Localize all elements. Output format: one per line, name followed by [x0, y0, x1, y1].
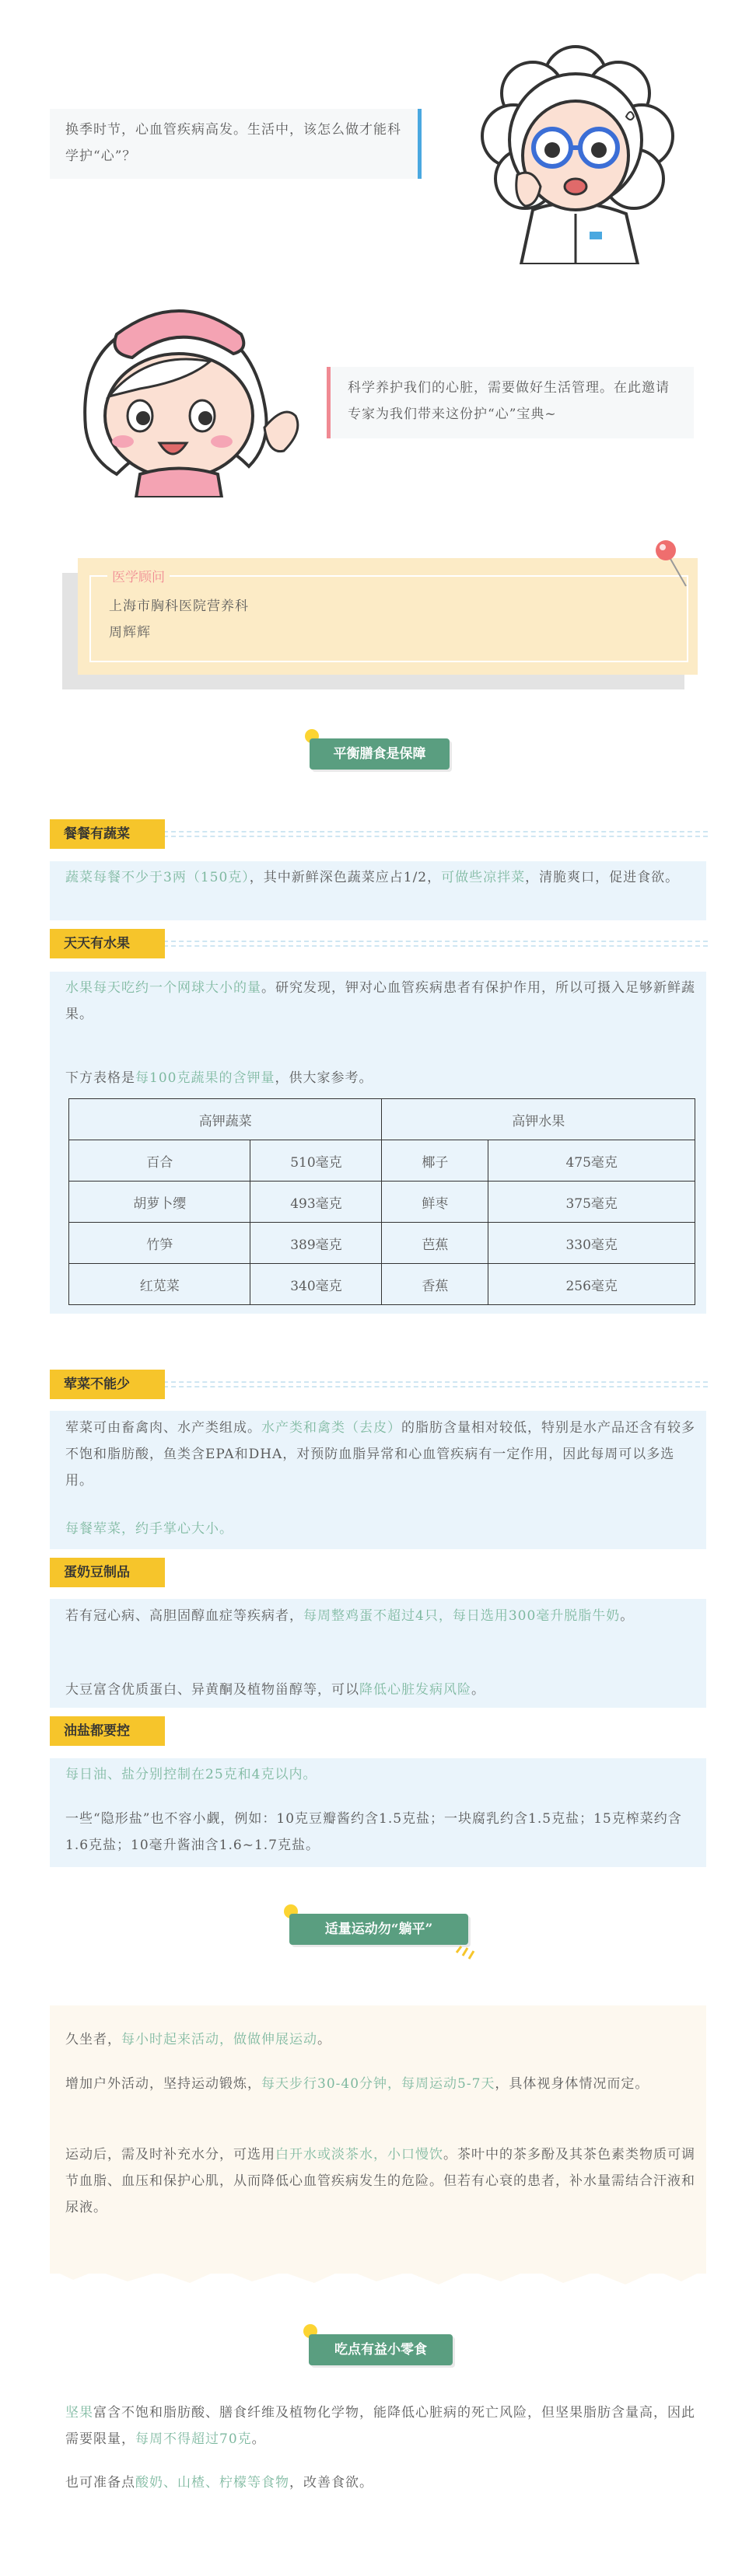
table-cell: 493毫克 [250, 1182, 382, 1223]
torn-edge-decoration [50, 2258, 706, 2289]
tag-divider [163, 941, 708, 942]
table-cell: 椰子 [382, 1140, 488, 1182]
table-cell: 330毫克 [488, 1223, 695, 1264]
section-header-snacks: 吃点有益小零食 [309, 2334, 453, 2365]
nurse-cartoon-illustration [70, 288, 319, 497]
advisor-org: 上海市胸科医院营养科 [109, 599, 249, 614]
advisor-name: 周辉辉 [109, 625, 151, 641]
fruit-text-2: 下方表格是每100克蔬果的含钾量，供大家参考。 [65, 1070, 373, 1086]
table-cell: 340毫克 [250, 1264, 382, 1305]
table-header-row [69, 1099, 695, 1140]
speech-bubble-1 [50, 109, 422, 179]
pushpin-icon [652, 536, 692, 591]
tag-divider [163, 836, 708, 837]
table-row [69, 1182, 695, 1223]
table-header-fruit: 高钾水果 [382, 1099, 695, 1140]
doctor-cartoon-illustration [459, 31, 684, 264]
intro-text-1: 换季时节，心血管疾病高发。生活中，该怎么做才能科学护“心”？ [65, 122, 401, 164]
oil-text-2: 一些“隐形盐”也不容小觑，例如：10克豆瓣酱约含1.5克盐；一块腐乳约含1.5克盐；15克榨菜约含1.6克盐；10毫升酱油含1.6~1.7克盐。 [65, 1811, 682, 1853]
snacks-text-1: 坚果富含不饱和脂肪酸、膳食纤维及植物化学物，能降低心脏病的死亡风险，但坚果脂肪含量高，因此需要限量，每周不得超过70克。 [65, 2405, 695, 2447]
table-row [69, 1140, 695, 1182]
tag-divider [163, 831, 708, 832]
table-cell: 芭蕉 [382, 1223, 488, 1264]
intro-text-2: 科学养护我们的心脏，需要做好生活管理。在此邀请专家为我们带来这份护“心”宝典~ [348, 380, 670, 422]
section-header-exercise: 适量运动勿“躺平” [289, 1914, 468, 1945]
snacks-text-2: 也可准备点酸奶、山楂、柠檬等食物，改善食欲。 [65, 2475, 373, 2490]
table-cell: 510毫克 [250, 1140, 382, 1182]
meat-text-1: 荤菜可由畜禽肉、水产类组成。水产类和禽类（去皮）的脂肪含量相对较低，特别是水产品还含有较多不饱和脂肪酸，鱼类含EPA和DHA，对预防血脂异常和心血管疾病有一定作用，因此每周可以多选用。 [65, 1420, 695, 1489]
oil-text-1: 每日油、盐分别控制在25克和4克以内。 [65, 1767, 317, 1782]
tag-vegetables: 餐餐有蔬菜 [50, 819, 165, 849]
exercise-text-1: 久坐者，每小时起来活动，做做伸展运动。 [65, 2032, 331, 2047]
table-cell: 475毫克 [488, 1140, 695, 1182]
vegetables-text: 蔬菜每餐不少于3两（150克），其中新鲜深色蔬菜应占1/2，可做些凉拌菜，清脆爽口，促进食欲。 [65, 870, 680, 885]
table-cell: 百合 [69, 1140, 250, 1182]
tag-fruit: 天天有水果 [50, 929, 165, 958]
fruit-text-1: 水果每天吃约一个网球大小的量。研究发现，钾对心血管疾病患者有保护作用，所以可摄入足够新鲜蔬果。 [65, 980, 695, 1022]
egg-text-1: 若有冠心病、高胆固醇血症等疾病者，每周整鸡蛋不超过4只，每日选用300毫升脱脂牛奶。 [65, 1608, 635, 1624]
exercise-text-2: 增加户外活动，坚持运动锻炼，每天步行30-40分钟，每周运动5-7天，具体视身体情况而定。 [65, 2076, 649, 2092]
tag-egg-dairy: 蛋奶豆制品 [50, 1558, 165, 1587]
table-cell: 胡萝卜缨 [69, 1182, 250, 1223]
egg-text-2: 大豆富含优质蛋白、异黄酮及植物甾醇等，可以降低心脏发病风险。 [65, 1682, 485, 1698]
exercise-text-3: 运动后，需及时补充水分，可选用白开水或淡茶水，小口慢饮。茶叶中的茶多酚及其茶色素类物质可调节血脂、血压和保护心肌，从而降低心血管疾病发生的危险。但若有心衰的患者，补水量需结合汗液和尿液。 [65, 2147, 695, 2215]
table-cell: 256毫克 [488, 1264, 695, 1305]
advisor-title: 医学顾问 [107, 566, 170, 585]
tag-oil-salt: 油盐都要控 [50, 1716, 165, 1746]
tag-divider [163, 1381, 708, 1383]
tag-meat: 荤菜不能少 [50, 1370, 165, 1399]
table-cell: 375毫克 [488, 1182, 695, 1223]
table-row [69, 1223, 695, 1264]
table-row [69, 1264, 695, 1305]
section-header-balanced-diet: 平衡膳食是保障 [310, 738, 450, 770]
tag-divider [163, 1386, 708, 1387]
table-cell: 鲜枣 [382, 1182, 488, 1223]
meat-text-2: 每餐荤菜，约手掌心大小。 [65, 1521, 233, 1537]
table-cell: 竹笋 [69, 1223, 250, 1264]
table-cell: 红苋菜 [69, 1264, 250, 1305]
speech-bubble-2 [327, 367, 694, 438]
tag-divider [163, 945, 708, 947]
table-header-veg: 高钾蔬菜 [69, 1099, 382, 1140]
potassium-table [68, 1098, 695, 1305]
table-cell: 香蕉 [382, 1264, 488, 1305]
table-cell: 389毫克 [250, 1223, 382, 1264]
decorative-chevrons-icon [455, 1943, 478, 1960]
